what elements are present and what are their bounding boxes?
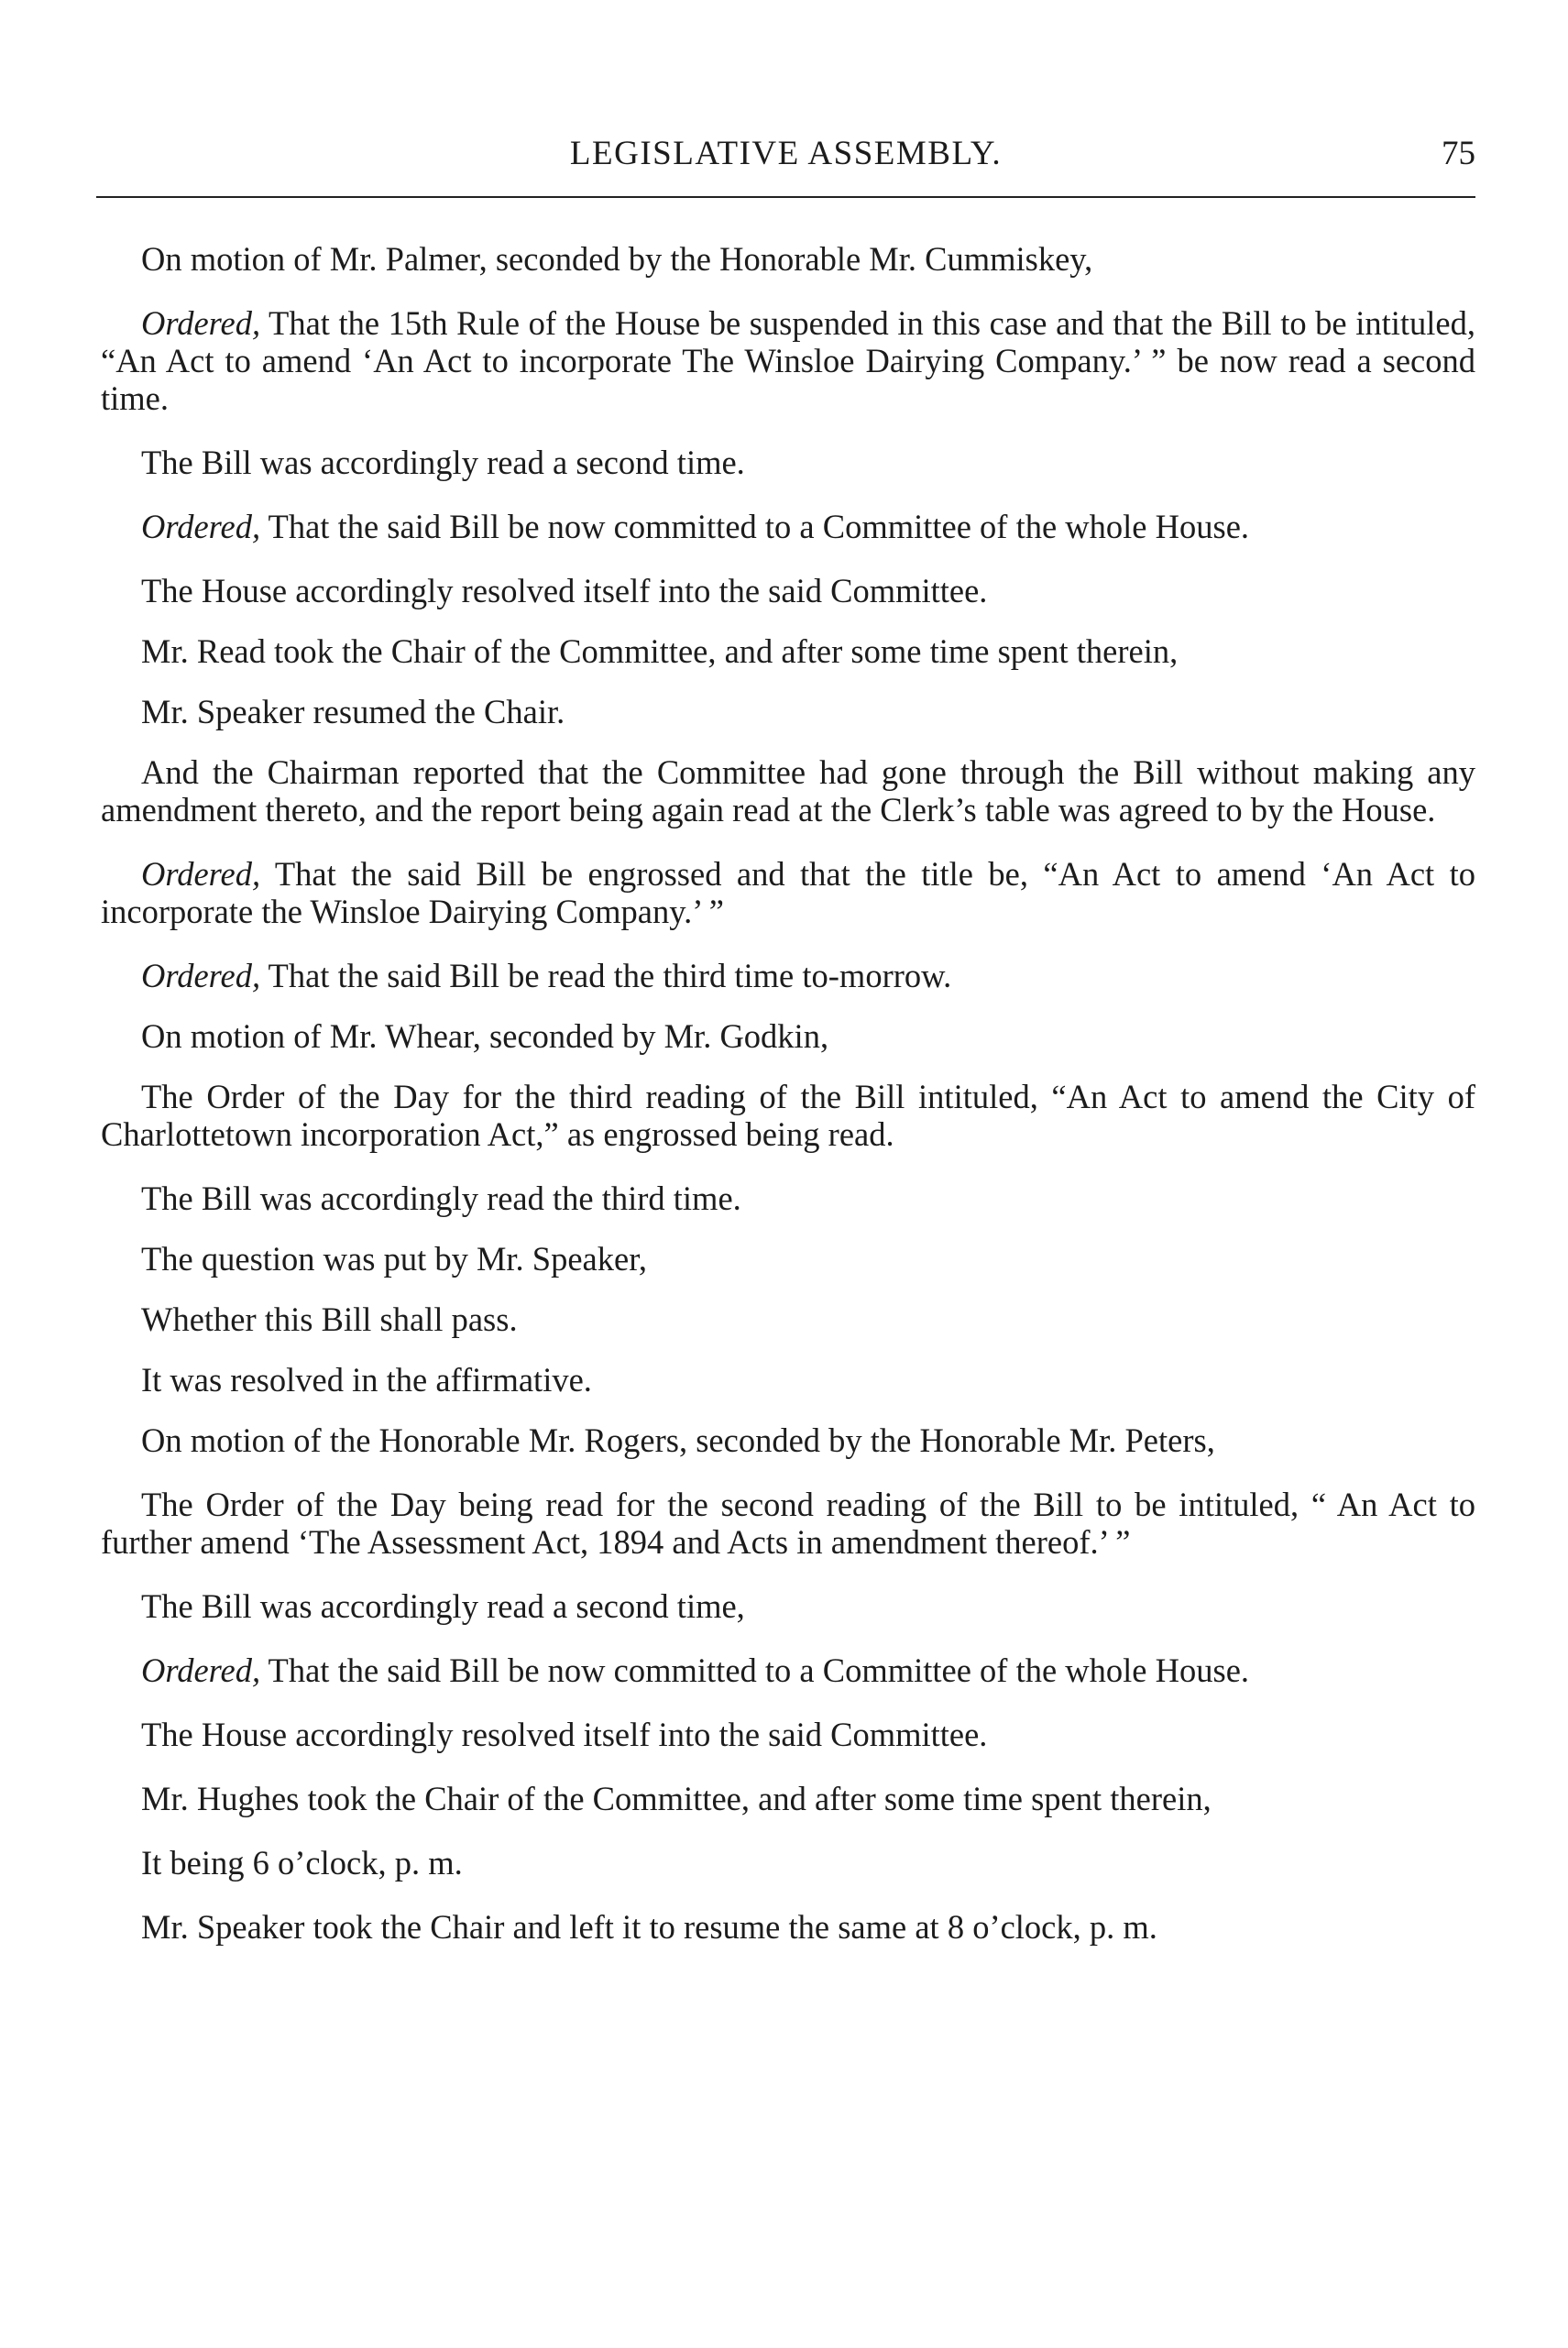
paragraph <box>101 1361 1475 1399</box>
ordered-lead: Ordered, <box>141 855 261 893</box>
paragraph-text: The Bill was accordingly read a second time. <box>141 444 745 481</box>
paragraph <box>101 1486 1475 1561</box>
paragraph <box>101 444 1475 481</box>
paragraph <box>101 693 1475 730</box>
paragraph-text: The Bill was accordingly read the third time. <box>141 1179 741 1217</box>
paragraph <box>101 1651 1475 1689</box>
paragraph <box>101 1240 1475 1278</box>
paragraph <box>101 1716 1475 1753</box>
page-header <box>96 126 1475 181</box>
paragraph <box>101 1179 1475 1217</box>
paragraph <box>101 572 1475 609</box>
paragraph-text: The House accordingly resolved itself into the said Committee. <box>141 1716 988 1753</box>
paragraph <box>101 1421 1475 1459</box>
paragraph <box>101 1017 1475 1055</box>
paragraph-text: That the said Bill be now committed to a Committee of the whole House. <box>260 1651 1250 1689</box>
paragraph-text: Mr. Speaker took the Chair and left it to resume the same at 8 o’clock, p. m. <box>141 1908 1157 1946</box>
paragraph <box>101 1844 1475 1882</box>
paragraph-text: On motion of Mr. Whear, seconded by Mr. Godkin, <box>141 1017 829 1055</box>
paragraph <box>101 632 1475 670</box>
ordered-lead: Ordered, <box>141 957 261 994</box>
paragraph <box>101 304 1475 417</box>
paragraph <box>101 1587 1475 1625</box>
document-body <box>101 240 1475 1972</box>
paragraph <box>101 957 1475 994</box>
paragraph-text: That the said Bill be engrossed and that the title be, “An Act to amend ‘An Act to incorporate the Winsloe Dairying Company.’ ” <box>101 855 1475 930</box>
paragraph <box>101 1078 1475 1153</box>
paragraph-text: Mr. Speaker resumed the Chair. <box>141 693 565 730</box>
paragraph <box>101 508 1475 545</box>
paragraph-text: And the Chairman reported that the Committee had gone through the Bill without making any amendment thereto, and the report being again read at the Clerk’s table was agreed to by the House. <box>101 753 1475 828</box>
paragraph-text: The question was put by Mr. Speaker, <box>141 1240 648 1278</box>
paragraph <box>101 240 1475 278</box>
paragraph <box>101 855 1475 930</box>
paragraph-text: On motion of Mr. Palmer, seconded by the Honorable Mr. Cummiskey, <box>141 240 1093 278</box>
page-number: 75 <box>1442 135 1475 172</box>
paragraph-text: That the said Bill be now committed to a Committee of the whole House. <box>260 508 1250 545</box>
paragraph-text: It was resolved in the affirmative. <box>141 1361 592 1399</box>
paragraph <box>101 753 1475 828</box>
paragraph-text: The Order of the Day being read for the second reading of the Bill to be intituled, “ An Act to further amend ‘The Assessment Act, 1894 and Acts in amendment thereof.’ ” <box>101 1486 1475 1561</box>
paragraph-text: That the 15th Rule of the House be suspended in this case and that the Bill to be intituled, “An Act to amend ‘An Act to incorporate The Winsloe Dairying Company.’ ” be now read a second time. <box>101 304 1475 417</box>
paragraph-text: The Order of the Day for the third reading of the Bill intituled, “An Act to amend the City of Charlottetown incorporation Act,” as engrossed being read. <box>101 1078 1475 1153</box>
paragraph-text: Mr. Read took the Chair of the Committee, and after some time spent therein, <box>141 632 1179 670</box>
paragraph-text: That the said Bill be read the third time to-morrow. <box>260 957 952 994</box>
header-rule <box>96 196 1475 198</box>
ordered-lead: Ordered, <box>141 304 261 342</box>
running-head: LEGISLATIVE ASSEMBLY. <box>569 135 1003 172</box>
paragraph-text: Whether this Bill shall pass. <box>141 1300 518 1338</box>
ordered-lead: Ordered, <box>141 1651 261 1689</box>
paragraph-text: Mr. Hughes took the Chair of the Committee, and after some time spent therein, <box>141 1780 1212 1817</box>
paragraph-text: The House accordingly resolved itself into the said Committee. <box>141 572 988 609</box>
paragraph-text: It being 6 o’clock, p. m. <box>141 1844 463 1882</box>
paragraph-text: The Bill was accordingly read a second time, <box>141 1587 745 1625</box>
paragraph <box>101 1300 1475 1338</box>
paragraph <box>101 1780 1475 1817</box>
ordered-lead: Ordered, <box>141 508 261 545</box>
paragraph <box>101 1908 1475 1946</box>
paragraph-text: On motion of the Honorable Mr. Rogers, seconded by the Honorable Mr. Peters, <box>141 1421 1215 1459</box>
